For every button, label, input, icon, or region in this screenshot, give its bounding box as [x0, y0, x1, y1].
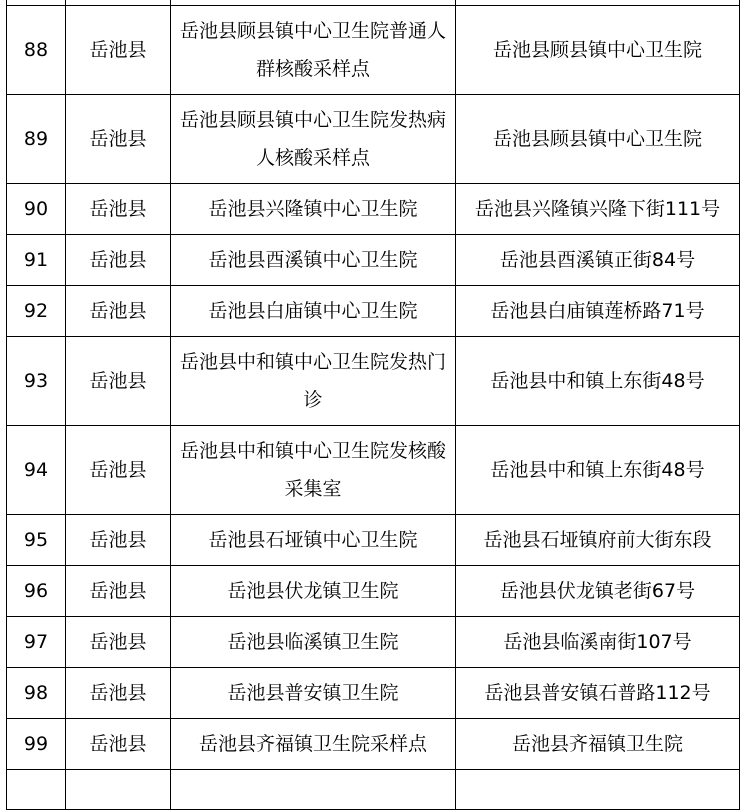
- cell-site-name: 岳池县中和镇中心卫生院发热门诊: [171, 337, 456, 426]
- sampling-sites-table: [6, 0, 740, 810]
- cell-site-name: 岳池县伏龙镇卫生院: [171, 566, 456, 617]
- table-row: [7, 337, 740, 426]
- table-row: [7, 719, 740, 770]
- cell-site-name: 岳池县白庙镇中心卫生院: [171, 286, 456, 337]
- cell-site-name: [171, 770, 456, 810]
- table-row: [7, 6, 740, 95]
- cell-county: 岳池县: [66, 6, 171, 95]
- table-row: [7, 95, 740, 184]
- cell-number: 90: [7, 184, 66, 235]
- cell-county: 岳池县: [66, 617, 171, 668]
- cell-address: 岳池县齐福镇卫生院: [456, 719, 740, 770]
- table-row: [7, 566, 740, 617]
- cell-number: 91: [7, 235, 66, 286]
- cell-number: 88: [7, 6, 66, 95]
- cell-number: 95: [7, 515, 66, 566]
- cell-address: 岳池县临溪南街107号: [456, 617, 740, 668]
- cell-number: 92: [7, 286, 66, 337]
- table-row: [7, 617, 740, 668]
- cell-number: 98: [7, 668, 66, 719]
- cell-address: 岳池县中和镇上东街48号: [456, 426, 740, 515]
- cell-site-name: 岳池县顾县镇中心卫生院普通人群核酸采样点: [171, 6, 456, 95]
- cell-site-name: 岳池县酉溪镇中心卫生院: [171, 235, 456, 286]
- table-row: [7, 184, 740, 235]
- cell-number: 89: [7, 95, 66, 184]
- table-row: [7, 668, 740, 719]
- cell-site-name: 岳池县中和镇中心卫生院发核酸采集室: [171, 426, 456, 515]
- cell-address: 岳池县普安镇石普路112号: [456, 668, 740, 719]
- cell-county: [66, 770, 171, 810]
- cell-site-name: 岳池县顾县镇中心卫生院发热病人核酸采样点: [171, 95, 456, 184]
- cell-county: 岳池县: [66, 95, 171, 184]
- cell-county: 岳池县: [66, 515, 171, 566]
- cell-county: 岳池县: [66, 184, 171, 235]
- cell-address: 岳池县顾县镇中心卫生院: [456, 95, 740, 184]
- cell-site-name: 岳池县齐福镇卫生院采样点: [171, 719, 456, 770]
- table-row: [7, 515, 740, 566]
- cell-county: 岳池县: [66, 668, 171, 719]
- table-row: [7, 426, 740, 515]
- cell-address: 岳池县石垭镇府前大街东段: [456, 515, 740, 566]
- cell-address: 岳池县白庙镇莲桥路71号: [456, 286, 740, 337]
- cell-number: 97: [7, 617, 66, 668]
- cell-address: 岳池县顾县镇中心卫生院: [456, 6, 740, 95]
- cell-address: 岳池县酉溪镇正街84号: [456, 235, 740, 286]
- cell-number: 93: [7, 337, 66, 426]
- cell-county: 岳池县: [66, 337, 171, 426]
- cell-site-name: 岳池县兴隆镇中心卫生院: [171, 184, 456, 235]
- table-row-partial-bottom: [7, 770, 740, 810]
- cell-site-name: 岳池县普安镇卫生院: [171, 668, 456, 719]
- cell-number: 96: [7, 566, 66, 617]
- cell-county: 岳池县: [66, 566, 171, 617]
- cell-county: 岳池县: [66, 286, 171, 337]
- cell-number: 99: [7, 719, 66, 770]
- cell-address: 岳池县中和镇上东街48号: [456, 337, 740, 426]
- cell-county: 岳池县: [66, 719, 171, 770]
- cell-site-name: 岳池县临溪镇卫生院: [171, 617, 456, 668]
- cell-number: [7, 770, 66, 810]
- cell-address: 岳池县兴隆镇兴隆下街111号: [456, 184, 740, 235]
- table-row: [7, 286, 740, 337]
- cell-address: 岳池县伏龙镇老街67号: [456, 566, 740, 617]
- cell-county: 岳池县: [66, 235, 171, 286]
- table-row: [7, 235, 740, 286]
- cell-number: 94: [7, 426, 66, 515]
- cell-address: [456, 770, 740, 810]
- cell-site-name: 岳池县石垭镇中心卫生院: [171, 515, 456, 566]
- cell-county: 岳池县: [66, 426, 171, 515]
